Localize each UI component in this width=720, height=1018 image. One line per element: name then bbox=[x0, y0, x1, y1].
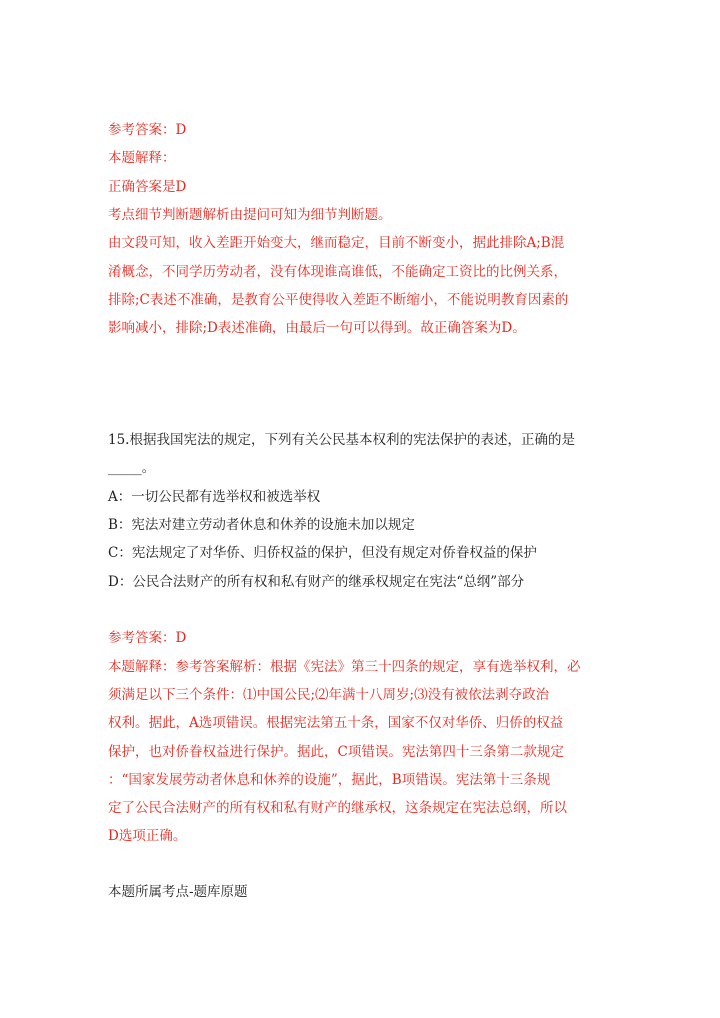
explanation-line: 本题解释：参考答案解析：根据《宪法》第三十四条的规定，享有选举权利，必 bbox=[108, 659, 581, 675]
answer-label-1: 参考答案：D bbox=[108, 122, 187, 138]
option-c: C：宪法规定了对华侨、归侨权益的保护，但没有规定对侨眷权益的保护 bbox=[108, 545, 537, 561]
explanation-line: ：“国家发展劳动者休息和休养的设施”，据此，B项错误。宪法第十三条规 bbox=[108, 772, 551, 788]
explain-label-1: 本题解释： bbox=[108, 150, 176, 166]
explanation-line: 保护，也对侨眷权益进行保护。据此，C项错误。宪法第四十三条第二款规定 bbox=[108, 744, 564, 760]
question-blank: _____。 bbox=[108, 460, 156, 476]
explanation-line: 权利。据此，A选项错误。根据宪法第五十条，国家不仅对华侨、归侨的权益 bbox=[108, 715, 564, 731]
explanation-line: 影响减小，排除;D表述准确，由最后一句可以得到。故正确答案为D。 bbox=[108, 320, 526, 336]
option-d: D：公民合法财产的所有权和私有财产的继承权规定在宪法“总纲”部分 bbox=[108, 574, 525, 590]
explanation-line: D选项正确。 bbox=[108, 828, 187, 844]
correct-answer-line: 正确答案是D bbox=[108, 179, 187, 195]
analysis-line: 考点细节判断题解析由提问可知为细节判断题。 bbox=[108, 207, 392, 223]
explanation-line: 定了公民合法财产的所有权和私有财产的继承权，这条规定在宪法总纲，所以 bbox=[108, 800, 567, 816]
option-b: B：宪法对建立劳动者休息和休养的设施未加以规定 bbox=[108, 517, 415, 533]
answer-label-2: 参考答案：D bbox=[108, 630, 187, 646]
explanation-line: 须满足以下三个条件：⑴中国公民;⑵年满十八周岁;⑶没有被依法剥夺政治 bbox=[108, 687, 550, 703]
explanation-line: 排除;C表述不准确，是教育公平使得收入差距不断缩小，不能说明教育因素的 bbox=[108, 292, 569, 308]
question-stem: 15.根据我国宪法的规定，下列有关公民基本权利的宪法保护的表述，正确的是 bbox=[108, 432, 575, 448]
explanation-line: 淆概念，不同学历劳动者，没有体现谁高谁低，不能确定工资比的比例关系， bbox=[108, 264, 567, 280]
footer-note: 本题所属考点-题库原题 bbox=[108, 884, 248, 900]
explanation-line: 由文段可知，收入差距开始变大，继而稳定，目前不断变小，据此排除A;B混 bbox=[108, 235, 565, 251]
option-a: A：一切公民都有选举权和被选举权 bbox=[108, 489, 321, 505]
